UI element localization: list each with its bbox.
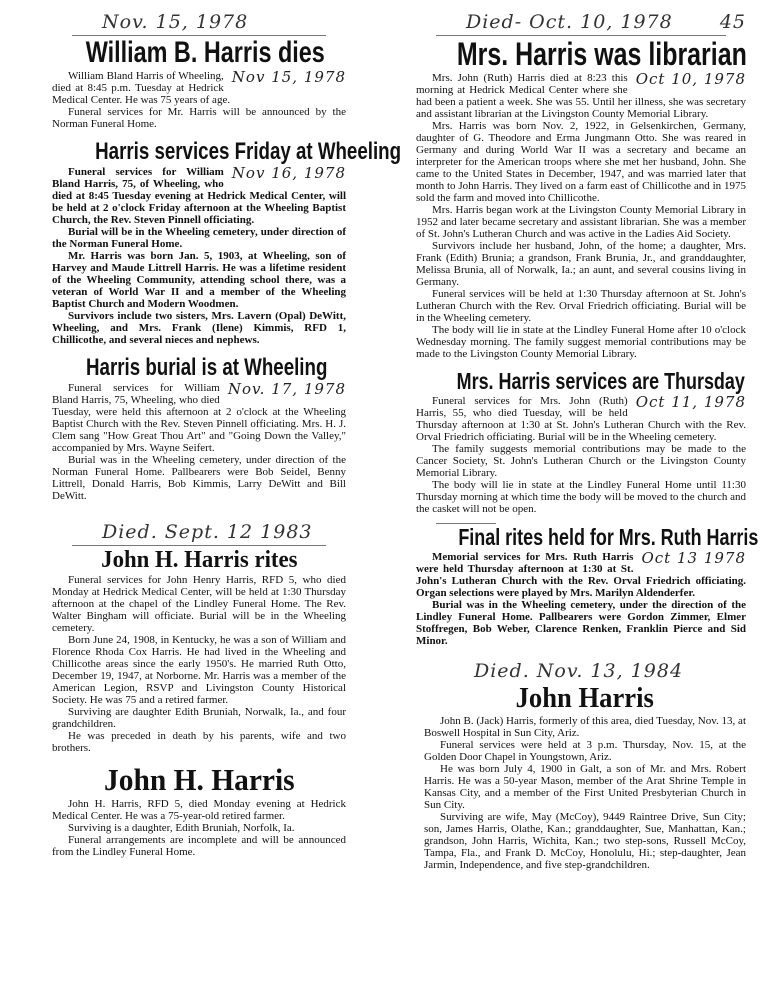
paragraph: Funeral services were held at 3 p.m. Thursday, Nov. 15, at the Golden Door Chapel in Youngstown, Ariz.	[424, 739, 746, 763]
handwritten-annotation: Nov. 17, 1978	[227, 380, 346, 398]
clipping-william-harris-dies	[52, 10, 346, 130]
article-body	[416, 395, 746, 515]
paragraph: Born June 24, 1908, in Kentucky, he was a son of William and Florence Rhoda Cox Harris. He had lived in the Wheeling and Chillicothe areas since the early 1950's. He married Ruth Otto, December 19, 1947, at Norborne. Mr. Harris was a member of the American Legion, RSVP and Livingston County Historical Society. He was 75 and a retired farmer.	[52, 634, 346, 706]
paragraph: Funeral services for Mr. Harris will be announced by the Norman Funeral Home.	[52, 106, 346, 130]
handwritten-annotation: Oct 11, 1978	[635, 393, 746, 411]
article-body	[416, 72, 746, 360]
paragraph: Funeral services for William Bland Harris, 75, Wheeling, who died Tuesday, were held this afternoon at 2 o'clock at the Wheeling Baptist Church with the Rev. Steven Pinnell officiating. Mrs. H. J. Clem sang "How Great Thou Art" and "Going Down the Valley," accompanied by Mrs. Wayne Seifert.	[52, 382, 346, 454]
paragraph: Funeral arrangements are incomplete and will be announced from the Lindley Funeral Home.	[52, 834, 346, 858]
paragraph: He was preceded in death by his parents, wife and two brothers.	[52, 730, 346, 754]
handwritten-annotation: Oct 10, 1978	[635, 70, 746, 88]
paragraph: Funeral services for Mrs. John (Ruth) Harris, 55, who died Tuesday, will be held Thursday afternoon at 1:30 at St. John's Lutheran Church with the Rev. Orval Friedrich officiating. Burial will be in the Wheeling cemetery.	[416, 395, 746, 443]
paragraph: Mr. Harris was born Jan. 5, 1903, at Wheeling, son of Harvey and Maude Littrell Harris. He was a lifetime resident of the Wheeling Community, attending school there, was a veteran of World War II and a member of the Wheeling Baptist Church and Modern Woodmen.	[52, 250, 346, 310]
paragraph: Funeral services will be held at 1:30 Thursday afternoon at St. John's Lutheran Church with the Rev. Orval Friedrich officiating. Burial will be in the Wheeling cemetery.	[416, 288, 746, 324]
headline: Harris burial is at Wheeling	[86, 354, 328, 381]
clipping-harris-services-friday	[52, 138, 402, 346]
paragraph: The family suggests memorial contributions may be made to the Cancer Society, St. John's Lutheran Church or the Livingston County Memorial Library.	[416, 443, 746, 479]
clipping-john-harris-1984	[416, 659, 746, 871]
paragraph: Memorial services for Mrs. Ruth Harris were held Thursday afternoon at 1:30 at St. John's Lutheran Church with the Rev. Orval Friedrich officiating. Organ selections were played by Mrs. Marilyn Aldenderfer.	[416, 551, 746, 599]
paragraph: Surviving are daughter Edith Bruniah, Norwalk, Ia., and four grandchildren.	[52, 706, 346, 730]
paragraph: John B. (Jack) Harris, formerly of this area, died Tuesday, Nov. 13, at Boswell Hospital in Sun City, Ariz.	[424, 715, 746, 739]
handwritten-date: Died- Oct. 10, 1978	[466, 11, 673, 33]
paragraph: Surviving are wife, May (McCoy), 9449 Raintree Drive, Sun City; son, James Harris, Olathe, Kan.; granddaughter, Sue, Manhattan, Kan.; grandson, John Harris, Wichita, Kan.; two step-sons, Russell McCoy, Tampa, Fla., and Frank D. McCoy, Honolulu, Hi.; step-daughter, Jean Jarmin, Independence, and five step-grandchildren.	[424, 811, 746, 871]
headline: John H. Harris rites	[100, 547, 298, 573]
paragraph: Funeral services for John Henry Harris, RFD 5, who died Monday at Hedrick Medical Center, will be held at 1:30 Thursday afternoon at the chapel of the Lindley Funeral Home. The Rev. Walter Bingham will officiate. Burial will be in the Wheeling cemetery.	[52, 574, 346, 634]
article-body	[52, 798, 346, 858]
paragraph: Surviving is a daughter, Edith Bruniah, Norfolk, Ia.	[68, 822, 295, 834]
article-body	[52, 166, 346, 346]
clipping-harris-burial	[52, 354, 346, 502]
handwritten-date: Died. Nov. 13, 1984	[474, 660, 684, 682]
clipping-mrs-harris-services-thursday	[416, 368, 746, 515]
headline: John H. Harris	[103, 762, 295, 797]
paragraph: Burial was in the Wheeling cemetery, under direction of the Norman Funeral Home. Pallbearers were Bob Seidel, Benny Littrell, Donald Harris, Bob Kimmis, Larry DeWitt and Bill DeWitt.	[52, 454, 346, 502]
headline: John Harris	[515, 683, 655, 714]
handwritten-date: Died. Sept. 12 1983	[102, 521, 313, 543]
paragraph: Survivors include two sisters, Mrs. Lavern (Opal) DeWitt, Wheeling, and Mrs. Frank (Ilene) Kimmis, RFD 1, Chillicothe, and several nieces and nephews.	[52, 310, 346, 346]
paragraph: John H. Harris, RFD 5, died Monday evening at Hedrick Medical Center. He was a 75-year-old retired farmer.	[52, 798, 346, 822]
paragraph: The body will lie in state at the Lindley Funeral Home until 11:30 Thursday morning at which time the body will be moved to the church and the casket will not be open.	[416, 479, 746, 515]
paragraph: He was born July 4, 1900 in Galt, a son of Mr. and Mrs. Robert Harris. He was a 50-year Mason, member of the Arat Shrine Temple in Kansas City, and a member of the First United Presbyterian Church in Sun City.	[424, 763, 746, 811]
article-body	[424, 715, 746, 871]
headline: Final rites held for Mrs. Ruth Harris	[458, 524, 759, 550]
headline: William B. Harris dies	[85, 36, 325, 69]
article-body	[52, 382, 346, 502]
clipping-final-rites-ruth-harris	[416, 523, 759, 647]
paragraph: Mrs. Harris began work at the Livingston County Memorial Library in 1952 and later became secretary and assistant librarian. She was a member of St. John's Lutheran Church and was active in the Ladies Aid Society.	[416, 204, 746, 240]
left-column	[52, 10, 402, 866]
clipping-john-h-harris-rites	[52, 520, 346, 754]
headline: Mrs. Harris services are Thursday	[456, 368, 745, 394]
clipping-john-h-harris	[52, 762, 346, 858]
paragraph: Mrs. Harris was born Nov. 2, 1922, in Gelsenkirchen, Germany, daughter of G. Theodore and Erma Jungmann Otto. She was reared in Germany and during World War II was a secretary and became an interpreter for the American troops where she met her husband, John. She came to the United States in December, 1947, and was married later that month to John Harris. They lived on a farm east of Chillicothe and in 1975 sold the farm and moved into Chillicothe.	[416, 120, 746, 204]
right-column	[416, 10, 759, 879]
handwritten-date: Nov. 15, 1978	[102, 11, 249, 33]
page-number: 45	[719, 11, 746, 33]
handwritten-annotation: Oct 13 1978	[641, 549, 746, 567]
paragraph: Burial was in the Wheeling cemetery, under the direction of the Lindley Funeral Home. Pallbearers were Gordon Zimmer, Elmer Stoffregen, Bob Weber, Clarence Renken, Franklin Pierce and Sid Minor.	[416, 599, 746, 647]
paragraph: Burial will be in the Wheeling cemetery, under direction of the Norman Funeral Home.	[52, 226, 346, 250]
paragraph: Mrs. John (Ruth) Harris died at 8:23 this morning at Hedrick Medical Center where she had been a patient a week. She was 55. Until her illness, she was secretary and assistant librarian at the Livingston County Memorial Library.	[416, 72, 746, 120]
headline: Harris services Friday at Wheeling	[95, 138, 402, 165]
handwritten-annotation: Nov 15, 1978	[231, 68, 346, 86]
paragraph: Funeral services for William Bland Harris, 75, of Wheeling, who died at 8:45 Tuesday evening at Hedrick Medical Center, will be held at 2 o'clock Friday afternoon at the Wheeling Baptist Church, the Rev. Steven Pinnell officiating.	[52, 166, 346, 226]
clipping-mrs-harris-librarian	[416, 10, 746, 360]
paragraph: The body will lie in state at the Lindley Funeral Home after 10 o'clock Wednesday morning. The family suggest memorial contributions may be made to the Livingston County Memorial Library.	[416, 324, 746, 360]
paragraph: William Bland Harris of Wheeling, died at 8:45 p.m. Tuesday at Hedrick Medical Center. He was 75 years of age.	[52, 70, 231, 106]
handwritten-annotation: Nov 16, 1978	[231, 164, 346, 182]
article-body	[52, 574, 346, 754]
article-body	[416, 551, 746, 647]
paragraph: Survivors include her husband, John, of the home; a daughter, Mrs. Frank (Edith) Brunia; a grandson, Frank Brunia, Jr., and granddaughter, Melissa Brunia, all of Norwalk, Ia.; an aunt, and several cousins living in Germany.	[416, 240, 746, 288]
article-body	[52, 70, 346, 130]
headline: Mrs. Harris was librarian	[456, 36, 747, 72]
